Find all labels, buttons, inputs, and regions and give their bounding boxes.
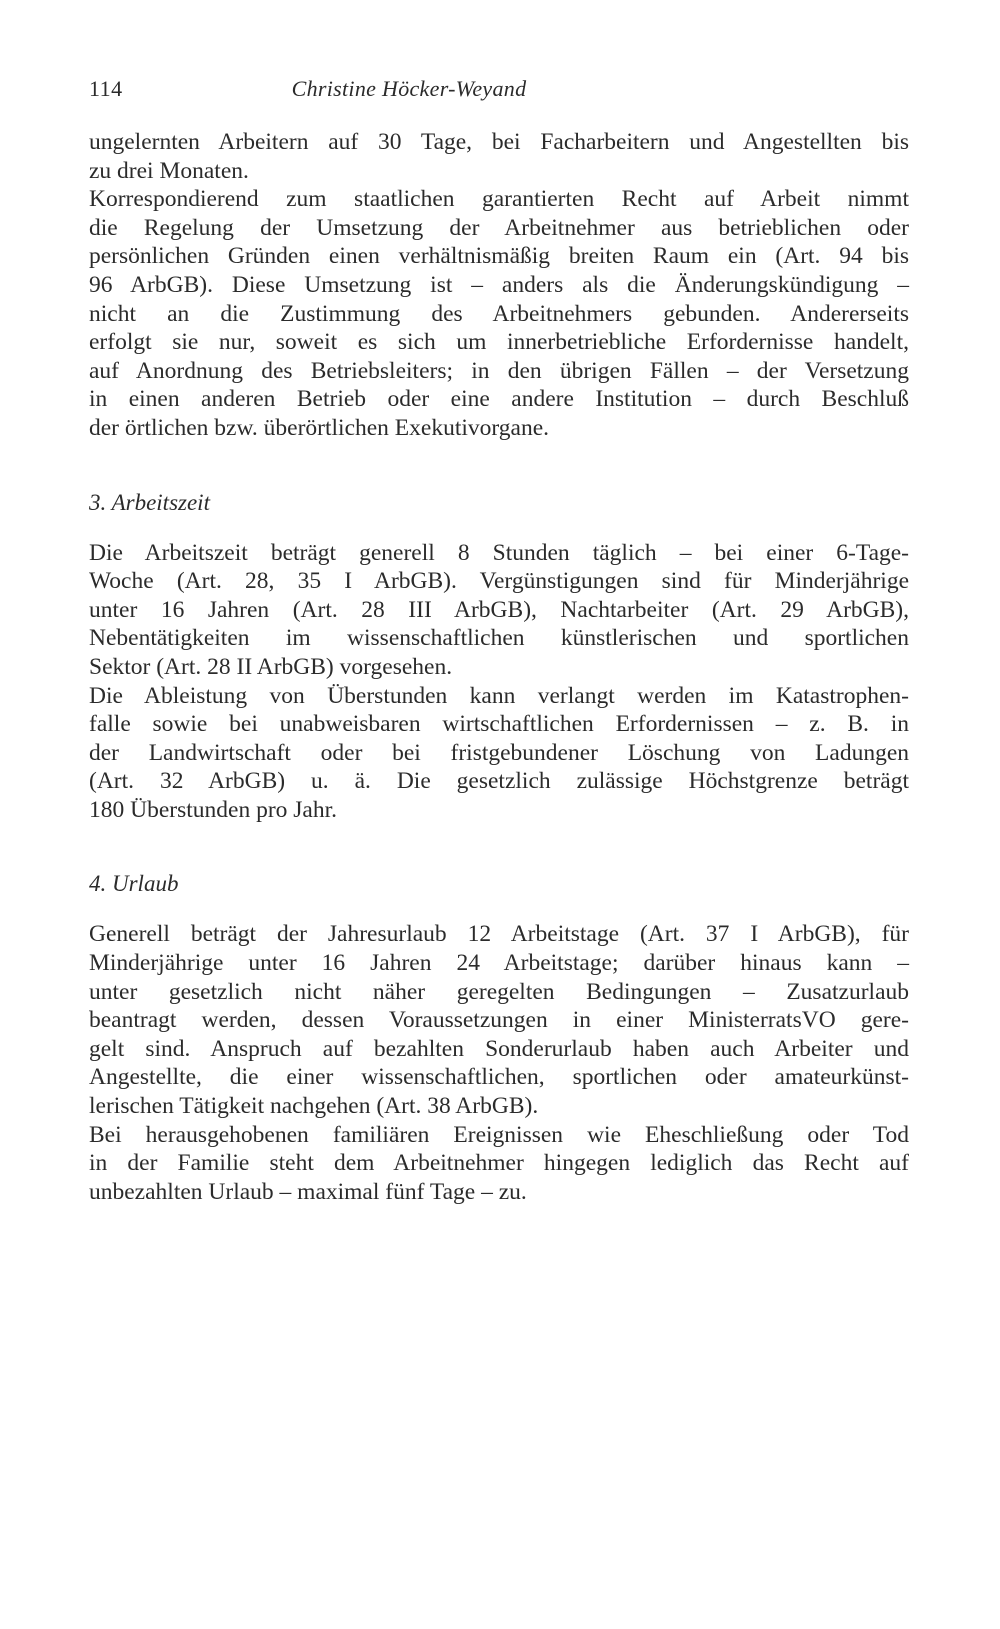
paragraph [89,682,909,825]
text-line: Sektor (Art. 28 II ArbGB) vorgesehen. [89,653,453,680]
text-line: die Regelung der Umsetzung der Arbeitnehmer aus betrieblichen oder [89,214,909,241]
paragraph [89,539,909,682]
text-line: Die Arbeitszeit beträgt generell 8 Stunden täglich – bei einer 6-Tage- [89,539,909,566]
text-line: Korrespondierend zum staatlichen garantierten Recht auf Arbeit nimmt [89,186,909,213]
text-line: persönlichen Gründen einen verhältnismäßig breiten Raum ein (Art. 94 bis [89,243,909,270]
text-line: gelt sind. Anspruch auf bezahlten Sonderurlaub haben auch Arbeiter und [89,1035,909,1062]
page-body [89,128,909,1206]
text-line: (Art. 32 ArbGB) u. ä. Die gesetzlich zulässige Höchstgrenze beträgt [89,768,909,795]
running-head [89,76,909,106]
text-line: Generell beträgt der Jahresurlaub 12 Arbeitstage (Art. 37 I ArbGB), für [89,921,909,948]
text-line: Minderjährige unter 16 Jahren 24 Arbeitstage; darüber hinaus kann – [89,950,909,977]
page-number: 114 [89,76,123,101]
paragraph [89,1121,909,1207]
text-line: ungelernten Arbeitern auf 30 Tage, bei Facharbeitern und Angestellten bis [89,129,909,155]
text-line: erfolgt sie nur, soweit es sich um innerbetriebliche Erfordernisse handelt, [89,329,909,356]
text-line: lerischen Tätigkeit nachgehen (Art. 38 ArbGB). [89,1093,539,1120]
text-line: unter gesetzlich nicht näher geregelten Bedingungen – Zusatzurlaub [89,978,909,1005]
text-line: Angestellte, die einer wissenschaftlichen, sportlichen oder amateurkünst- [89,1064,909,1091]
text-line: unter 16 Jahren (Art. 28 III ArbGB), Nachtarbeiter (Art. 29 ArbGB), [89,596,909,623]
paragraph [89,920,909,1120]
text-line: Bei herausgehobenen familiären Ereignissen wie Eheschließung oder Tod [89,1121,909,1148]
text-line: 96 ArbGB). Diese Umsetzung ist – anders als die Änderungskündigung – [89,271,909,298]
text-line: Nebentätigkeiten im wissenschaftlichen künstlerischen und sportlichen [89,625,909,652]
text-line: in einen anderen Betrieb oder eine andere Institution – durch Beschluß [89,386,909,413]
paragraph [89,185,909,442]
text-line: Die Ableistung von Überstunden kann verlangt werden im Katastrophen- [89,682,909,709]
text-line: auf Anordnung des Betriebsleiters; in den übrigen Fällen – der Versetzung [89,357,909,384]
text-line: beantragt werden, dessen Voraussetzungen in einer MinisterratsVO gere- [89,1007,909,1034]
text-line: falle sowie bei unabweisbaren wirtschaftlichen Erfordernissen – z. B. in [89,711,909,738]
text-line: 180 Überstunden pro Jahr. [89,796,338,823]
section-heading: 3. Arbeitszeit [89,489,210,515]
text-line: Woche (Art. 28, 35 I ArbGB). Vergünstigungen sind für Minderjährige [89,568,909,595]
running-head-author: Christine Höcker-Weyand [291,76,527,101]
text-line: der Landwirtschaft oder bei fristgebundener Löschung von Ladungen [89,739,909,766]
text-line: zu drei Monaten. [89,157,249,184]
section-heading: 4. Urlaub [89,871,179,897]
paragraph [89,128,909,185]
text-line: in der Familie steht dem Arbeitnehmer hingegen lediglich das Recht auf [89,1150,909,1177]
text-line: unbezahlten Urlaub – maximal fünf Tage – zu. [89,1178,527,1205]
text-line: der örtlichen bzw. überörtlichen Exekutivorgane. [89,414,550,441]
text-line: nicht an die Zustimmung des Arbeitnehmers gebunden. Andererseits [89,300,909,327]
